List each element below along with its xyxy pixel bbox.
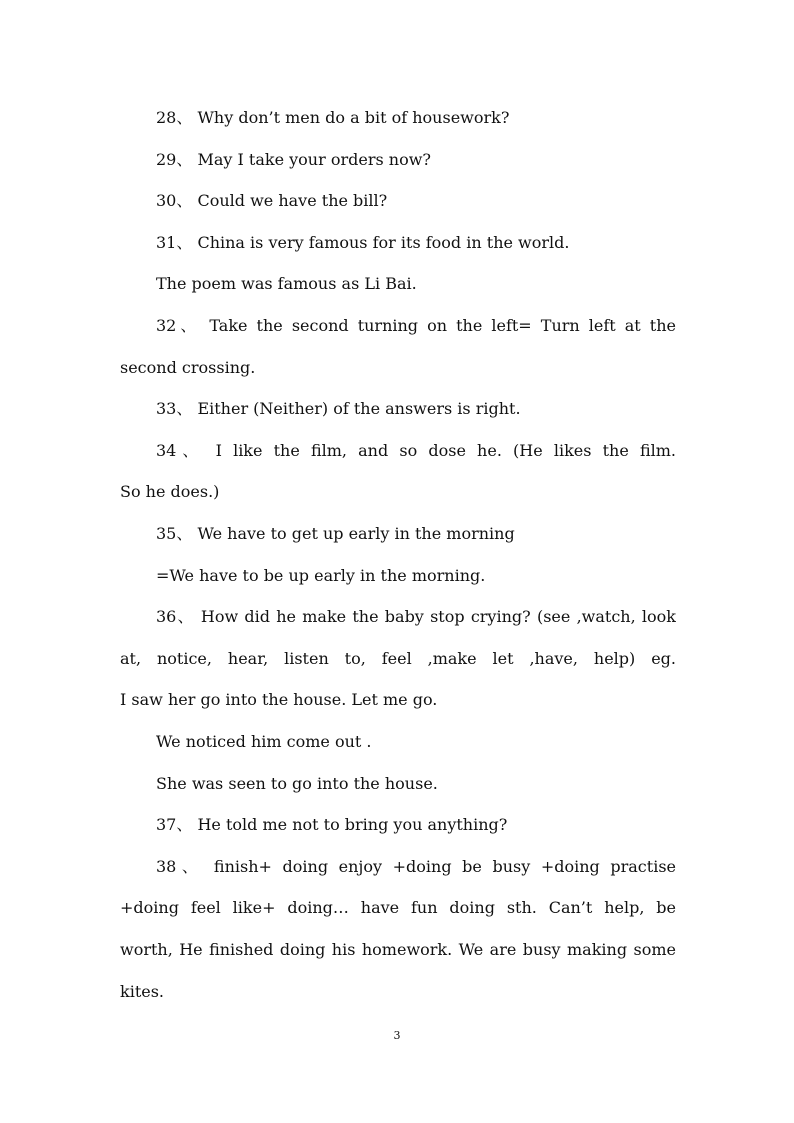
item-38-line-1: 38、 finish+ doing enjoy +doing be busy +doing practise (156, 857, 676, 876)
item-36-example-line-1: We noticed him come out . (156, 732, 372, 751)
item-33-line: 33、 Either (Neither) of the answers is right. (156, 399, 521, 418)
item-31-example-line: The poem was famous as Li Bai. (156, 274, 417, 293)
item-31-line: 31、 China is very famous for its food in the world. (156, 233, 570, 252)
item-35-equivalent-line: =We have to be up early in the morning. (156, 566, 486, 585)
item-36-example-line-2: She was seen to go into the house. (156, 774, 438, 793)
page-number: 3 (393, 1029, 401, 1042)
item-32-line-1: 32、 Take the second turning on the left= Turn left at the (156, 316, 676, 335)
item-29-line: 29、 May I take your orders now? (156, 150, 431, 169)
item-35-line: 35、 We have to get up early in the morning (156, 524, 515, 543)
item-36-line-3: I saw her go into the house. Let me go. (120, 690, 438, 709)
item-34-line-1: 34、 I like the film, and so dose he. (He likes the film. (156, 441, 676, 460)
item-38-line-4: kites. (120, 982, 165, 1001)
item-36-line-2: at, notice, hear, listen to, feel ,make let ,have, help) eg. (120, 649, 676, 668)
item-36-line-1: 36、 How did he make the baby stop crying? (see ,watch, look (156, 607, 676, 626)
item-37-line: 37、 He told me not to bring you anything? (156, 815, 508, 834)
item-38-line-3: worth, He finished doing his homework. We are busy making some (120, 940, 676, 959)
item-30-line: 30、 Could we have the bill? (156, 191, 388, 210)
item-34-line-2: So he does.) (120, 482, 220, 501)
item-32-line-2: second crossing. (120, 358, 256, 377)
item-28-line: 28、 Why don’t men do a bit of housework? (156, 108, 510, 127)
item-38-line-2: +doing feel like+ doing… have fun doing sth. Can’t help, be (120, 898, 676, 917)
